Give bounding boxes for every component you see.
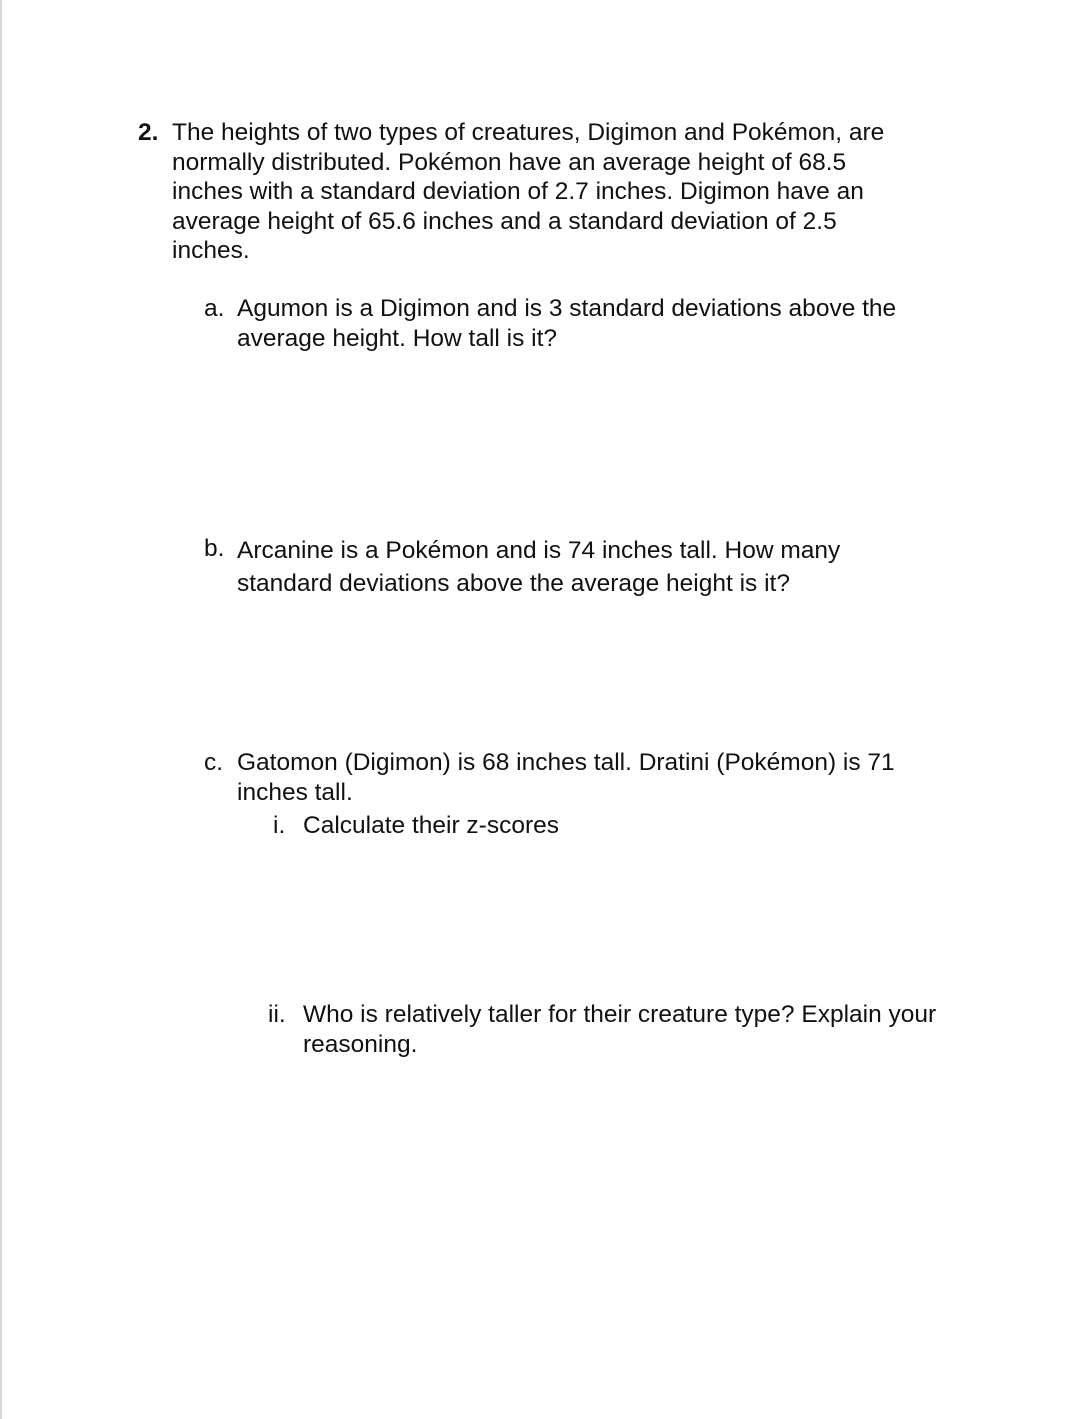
- sub-ii-line: reasoning.: [303, 1030, 418, 1058]
- sub-i-line: Calculate their z-scores: [303, 812, 559, 839]
- part-c-line: Gatomon (Digimon) is 68 inches tall. Dratini (Pokémon) is 71: [237, 749, 895, 776]
- question-line: The heights of two types of creatures, Digimon and Pokémon, are: [172, 119, 885, 146]
- question-number: 2.: [138, 119, 159, 146]
- part-b-line: Arcanine is a Pokémon and is 74 inches tall. How many: [237, 537, 841, 564]
- sub-i-text: [303, 811, 559, 841]
- part-b-text: [237, 534, 840, 600]
- question-line: normally distributed. Pokémon have an average height of 68.5: [172, 148, 847, 176]
- question-line: average height of 65.6 inches and a standard deviation of 2.5: [172, 207, 837, 235]
- question-line: inches with a standard deviation of 2.7 inches. Digimon have an: [172, 178, 864, 205]
- page-left-edge: [0, 0, 2, 1419]
- part-a-text: [237, 294, 896, 353]
- question-line: inches.: [172, 237, 250, 264]
- part-b-label: b.: [204, 535, 225, 562]
- sub-ii-text: [303, 1000, 936, 1059]
- part-c-text: [237, 748, 895, 807]
- part-a-label: a.: [204, 295, 225, 322]
- sub-i-label: i.: [273, 812, 286, 839]
- sub-ii-label: ii.: [268, 1001, 286, 1028]
- part-c-line: inches tall.: [237, 778, 353, 806]
- part-a-line: average height. How tall is it?: [237, 324, 558, 352]
- part-c-label: c.: [204, 749, 224, 776]
- part-b-line: standard deviations above the average height is it?: [237, 570, 790, 597]
- sub-ii-line: Who is relatively taller for their creature type? Explain your: [303, 1001, 937, 1028]
- question-text: [172, 118, 884, 266]
- part-a-line: Agumon is a Digimon and is 3 standard deviations above the: [237, 295, 897, 322]
